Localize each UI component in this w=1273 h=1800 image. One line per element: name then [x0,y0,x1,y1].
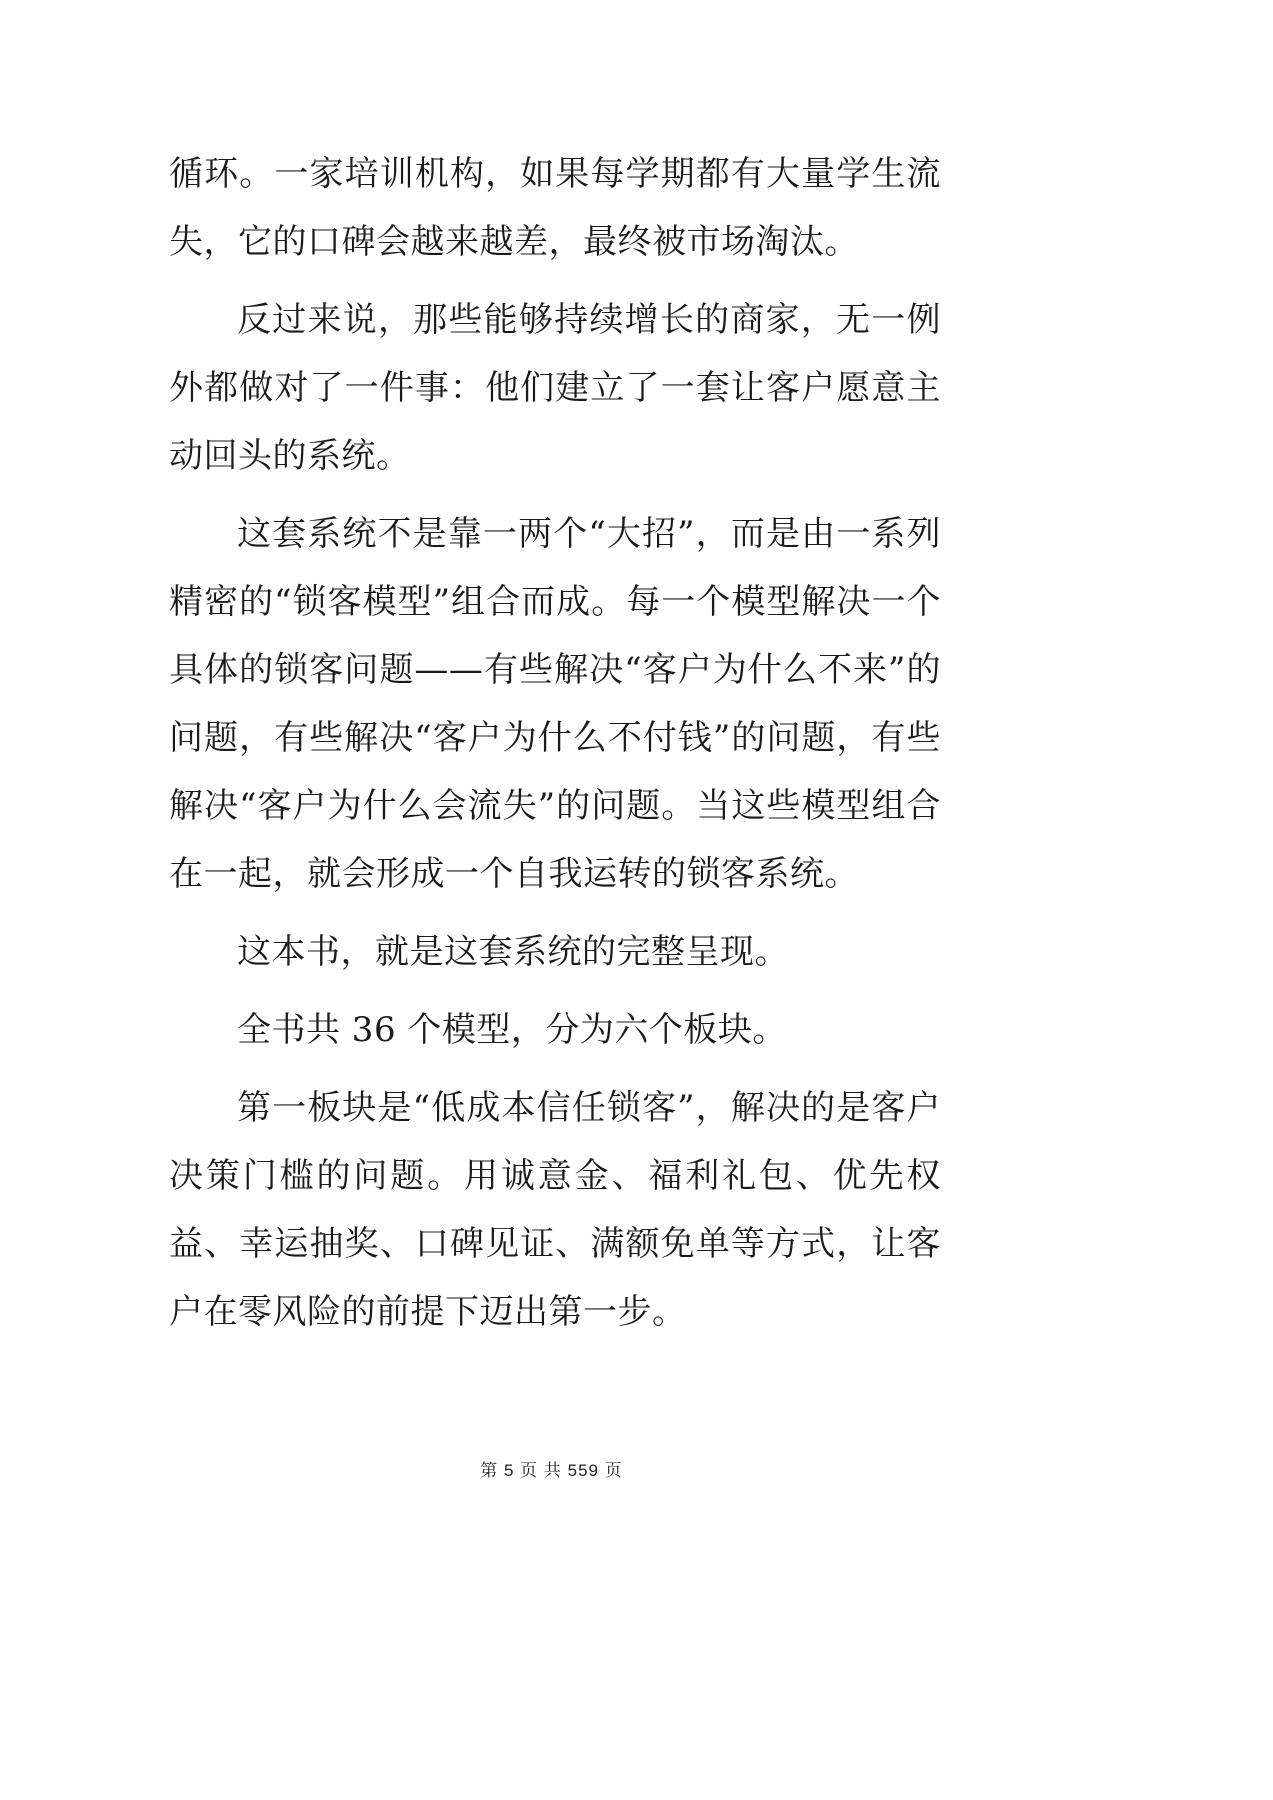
page-number-label: 第 5 页 共 559 页 [480,1461,623,1480]
paragraph: 全书共 36 个模型，分为六个板块。 [237,1010,787,1050]
paragraph: 第一板块是“低成本信任锁客”，解决的是客户决策门槛的问题。用诚意金、福利礼包、优先权益、幸运抽奖、口碑见证、满额免单等方式，让客户在零风险的前提下迈出第一步。 [169,1088,941,1332]
paragraph: 反过来说，那些能够持续增长的商家，无一例外都做对了一件事：他们建立了一套让客户愿意主动回头的系统。 [169,300,941,476]
paragraph-continuation: 循环。一家培训机构，如果每学期都有大量学生流失，它的口碑会越来越差，最终被市场淘汰。 [169,154,941,262]
paragraph: 这套系统不是靠一两个“大招”，而是由一系列精密的“锁客模型”组合而成。每一个模型解决一个具体的锁客问题——有些解决“客户为什么不来”的问题，有些解决“客户为什么不付钱”的问题，有些解决“客户为什么会流失”的问题。当这些模型组合在一起，就会形成一个自我运转的锁客系统。 [169,514,941,894]
body-text [169,140,941,1356]
paragraph: 这本书，就是这套系统的完整呈现。 [237,932,789,972]
page-footer [0,1456,1103,1481]
